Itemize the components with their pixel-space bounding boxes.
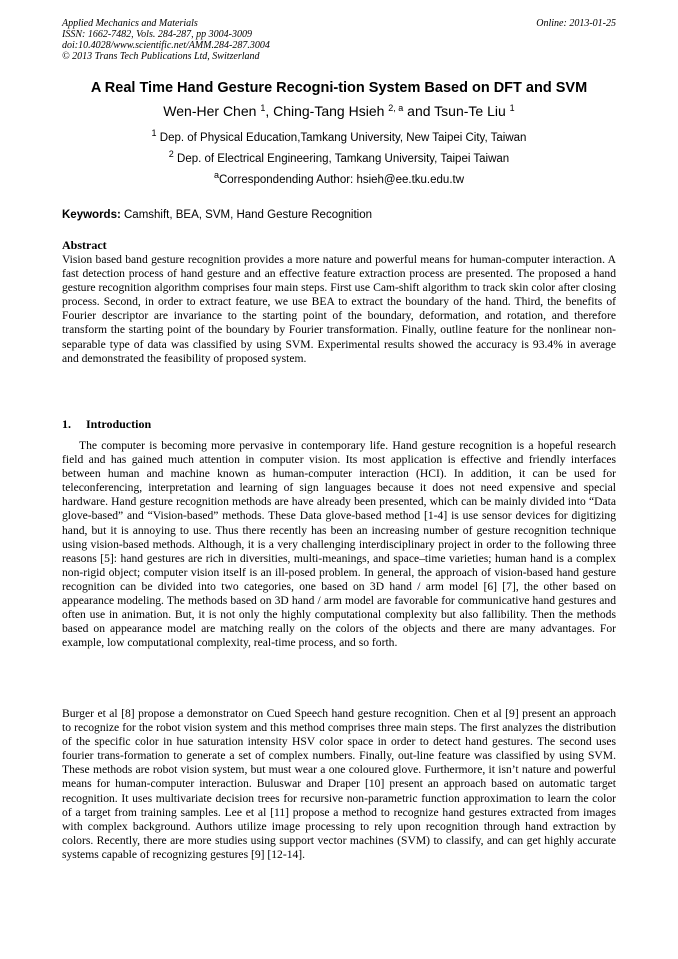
affiliation-1-text: Dep. of Physical Education,Tamkang University, New Taipei City, Taiwan xyxy=(156,132,527,144)
doi-line: doi:10.4028/www.scientific.net/AMM.284-287.3004 xyxy=(62,40,270,51)
affiliation-2 xyxy=(40,149,638,166)
author-1-affiliation: 1 xyxy=(260,103,266,113)
abstract-heading: Abstract xyxy=(62,238,107,252)
introduction-heading xyxy=(62,417,151,431)
journal-header xyxy=(62,18,482,62)
section-number: 1. xyxy=(62,417,71,431)
author-1: Wen-Her Chen xyxy=(163,103,261,119)
author-3-affiliation: 1 xyxy=(509,103,515,113)
affiliation-1 xyxy=(40,128,638,145)
intro-paragraph-1: The computer is becoming more pervasive in contemporary life. Hand gesture recognition is a hopeful research field and has gained much attention in computer vision. Its most application is effective and friendly interfaces between human and machine known as human-computer interaction (HCI). In addition, it can be used for teleconferencing, interpretation and learning of sign languages because it does not need expensive and special hardware. Hand gesture recognition methods are have already been presented, which can be mainly divided into “Data glove-based” and “Vision-based” methods. These Data glove-based method [1-4] is use sensor devices for digitizing hand, but it is annoying to use. Thus there recently has been an increasing number of gesture recognition technique using vision-based methods. Although, it is a very challenging interdisciplinary project in order to the following three reasons [5]: hand gestures are rich in diversities, multi-meanings, and space–time varieties; human hand is a complex non-rigid object; computer vision itself is an ill-posed problem. In general, the approach of vision-based hand gesture recognition can be divided into two categories, one based on 3D hand / arm model [6] [7], the other based on appearance modeling. The methods based on 3D hand / arm model are favorable for communicative hand gestures and often use in animation. But, it is not only the highly computational complexity but also fallibility. Then the methods based on appearance model are matching really on the colors of the objects and there are many advantages. For example, low computational complexity, real-time process, and so forth. xyxy=(62,439,616,650)
corresponding-author-text: Correspondending Author: hsieh@ee.tku.edu.tw xyxy=(218,174,465,186)
keywords-text: Camshift, BEA, SVM, Hand Gesture Recognition xyxy=(120,209,372,221)
author-2-affiliation: 2, a xyxy=(388,103,404,113)
affiliation-2-text: Dep. of Electrical Engineering, Tamkang University, Taipei Taiwan xyxy=(173,153,510,165)
paper-title: A Real Time Hand Gesture Recogni-tion System Based on DFT and SVM xyxy=(90,80,588,96)
section-title: Introduction xyxy=(86,417,152,431)
affiliation-2-marker: 2 xyxy=(168,149,174,159)
corresponding-author xyxy=(40,170,638,187)
intro-paragraph-2: Burger et al [8] propose a demonstrator on Cued Speech hand gesture recognition. Chen et al [9] present an approach to recognize for the robot vision system and this method comprises three main steps. The first analyzes the distribution of the specific color in hue saturation intensity HSV color space in order to detect hand gestures. The second uses fourier trans-formation to generate a set of complex numbers. Finally, out-line feature was classified by using SVM. These methods are robot vision system, but must wear a one coloured glove. Furthermore, it isn’t nature and powerful means for human-computer interaction. Buluswar and Draper [10] present an approach based on automatic target recognition. It uses multivariate decision trees for recursive non-parametric function approximation to learn the color of a target from training samples. Lee et al [11] propose a method to recognize hand gestures extracted from images with complex background. Authors utilize image processing to rely upon recognition through hand extraction by colors. Recently, there are more studies using support vector machines (SVM) to classify, and can get highly accurate systems capable of recognizing gestures [9] [12-14]. xyxy=(62,707,616,861)
author-3: and Tsun-Te Liu xyxy=(403,103,510,119)
affiliation-1-marker: 1 xyxy=(151,128,157,138)
copyright-line: © 2013 Trans Tech Publications Ltd, Switzerland xyxy=(62,51,260,62)
online-date: Online: 2013-01-25 xyxy=(536,18,616,29)
journal-name: Applied Mechanics and Materials xyxy=(62,18,198,29)
keywords-label: Keywords: xyxy=(62,209,121,221)
corresponding-marker: a xyxy=(213,170,219,180)
issn-line: ISSN: 1662-7482, Vols. 284-287, pp 3004-3009 xyxy=(62,29,252,40)
keywords xyxy=(62,208,618,222)
author-2: , Ching-Tang Hsieh xyxy=(265,103,389,119)
abstract-text: Vision based band gesture recognition provides a more nature and powerful means for human-computer interaction. A fast detection process of hand gesture and an effective feature extraction process are presented. The proposed a hand gesture recognition algorithm comprises four main steps. First use Cam-shift algorithm to track skin color after closing process. Second, in order to extract feature, we use BEA to extract the boundary of the hand. Third, the benefits of Fourier descriptor are invariance to the starting point of the boundary, deformation, and rotation, and therefore transform the starting point of the boundary by Fourier transformation. Finally, outline feature for the nonlinear non-separable type of data was classified by using SVM. Experimental results showed the accuracy is 93.4% in average and demonstrated the feasibility of proposed system. xyxy=(62,253,616,365)
author-list xyxy=(40,102,638,120)
